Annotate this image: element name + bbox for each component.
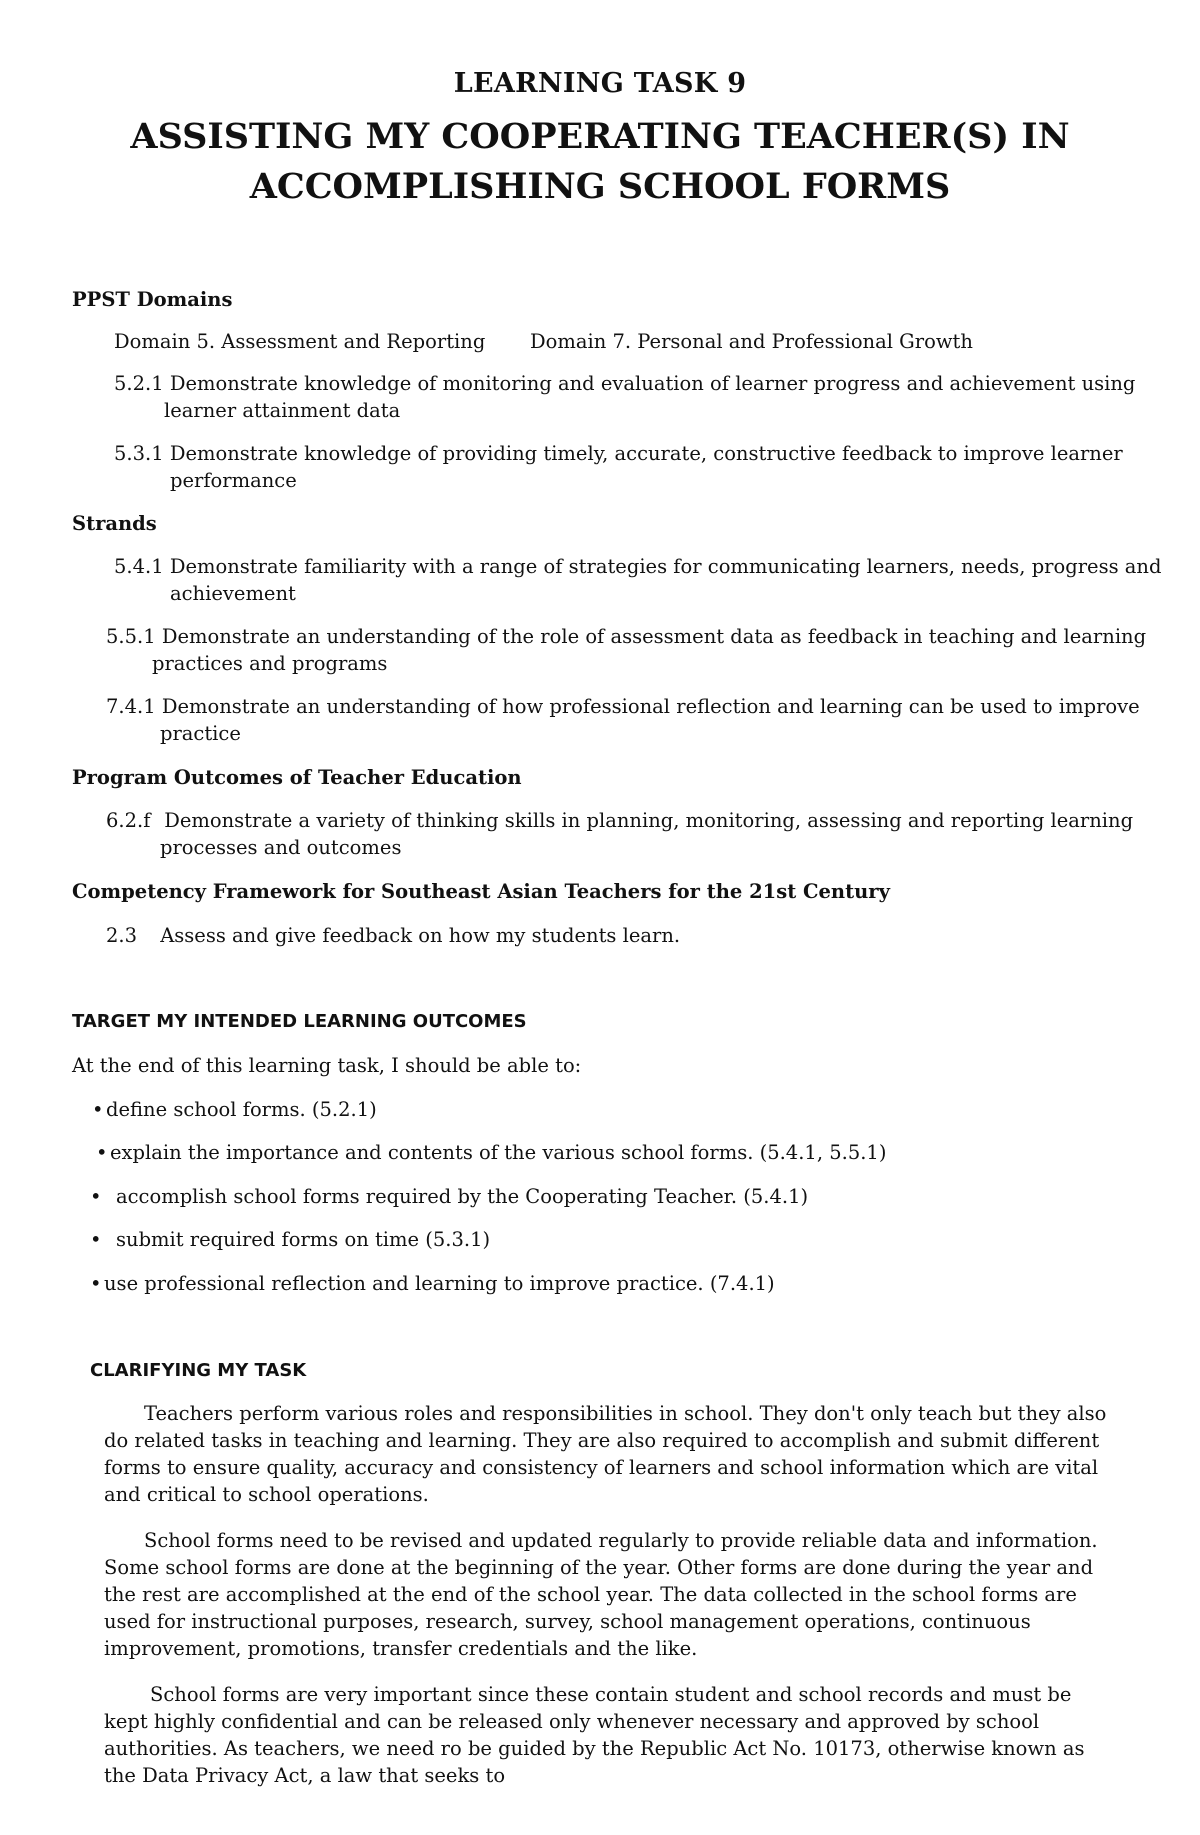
task-subtitle-line1: ASSISTING MY COOPERATING TEACHER(S) IN: [130, 116, 1070, 157]
competency-item-2-3: [106, 922, 680, 949]
item-number: 5.5.1: [106, 625, 156, 648]
outcome-text: explain the importance and contents of the various school forms. (5.4.1, 5.5.1): [110, 1141, 887, 1164]
item-number: 5.2.1: [114, 372, 164, 395]
item-number: 5.3.1: [114, 442, 164, 465]
outcome-item: [90, 1270, 775, 1297]
outcome-text: accomplish school forms required by the Cooperating Teacher. (5.4.1): [116, 1185, 809, 1208]
strand-item-5-5-1-cont: practices and programs: [152, 652, 388, 675]
program-outcome-6-2-f: [106, 807, 1133, 834]
outcome-item: [90, 1183, 808, 1210]
item-text: Demonstrate knowledge of monitoring and evaluation of learner progress and achievement using: [169, 372, 1136, 395]
strand-item-5-5-1: [106, 623, 1146, 650]
clarifying-paragraph-3: School forms are very important since these contain student and school records and must be kept highly confidential and can be released only whenever necessary and approved by school authorities. As teachers, we need ro be guided by the Republic Act No. 10173, otherwise known as the Data Privacy Act, a law that seeks to: [104, 1683, 1085, 1787]
outcome-text: use professional reflection and learning to improve practice. (7.4.1): [104, 1272, 775, 1295]
ppst-domains-heading: PPST Domains: [72, 288, 233, 311]
intended-outcomes-heading: TARGET MY INTENDED LEARNING OUTCOMES: [72, 1011, 527, 1032]
outcome-text: define school forms. (5.2.1): [106, 1098, 377, 1121]
outcome-item: [90, 1226, 490, 1253]
learning-task-title: LEARNING TASK 9: [453, 68, 747, 99]
strand-item-7-4-1: [106, 693, 1140, 720]
outcomes-intro: At the end of this learning task, I should be able to:: [72, 1054, 582, 1077]
item-text: Demonstrate knowledge of providing timely, accurate, constructive feedback to improve learner: [169, 442, 1123, 465]
item-text: Demonstrate an understanding of how professional reflection and learning can be used to improve: [161, 695, 1140, 718]
item-text: Demonstrate a variety of thinking skills in planning, monitoring, assessing and reporting learning: [164, 809, 1134, 832]
ppst-item-5-2-1-cont: learner attainment data: [164, 399, 401, 422]
clarifying-task-heading: CLARIFYING MY TASK: [90, 1360, 307, 1381]
program-outcomes-heading: Program Outcomes of Teacher Education: [72, 766, 522, 789]
competency-framework-heading: Competency Framework for Southeast Asian Teachers for the 21st Century: [72, 880, 890, 903]
item-text: Demonstrate an understanding of the role of assessment data as feedback in teaching and learning: [161, 625, 1147, 648]
ppst-item-5-3-1-cont: performance: [170, 469, 297, 492]
strand-item-7-4-1-cont: practice: [160, 722, 241, 745]
bullet-icon: •: [92, 1098, 104, 1121]
strand-item-5-4-1: [114, 553, 1161, 580]
task-subtitle-line2: ACCOMPLISHING SCHOOL FORMS: [249, 166, 951, 207]
clarifying-paragraph-2: School forms need to be revised and updated regularly to provide reliable data and information. Some school forms are done at the beginning of the year. Other forms are done during the year and the rest are accomplished at the end of the school year. The data collected in the school forms are used for instructional purposes, research, survey, school management operations, continuous improvement, promotions, transfer credentials and the like.: [104, 1529, 1098, 1660]
clarifying-paragraph-1: Teachers perform various roles and responsibilities in school. They don't only teach but they also do related tasks in teaching and learning. They are also required to accomplish and submit different forms to ensure quality, accuracy and consistency of learners and school information which are vital and critical to school operations.: [104, 1402, 1107, 1506]
outcome-item: [92, 1096, 377, 1123]
outcome-text: submit required forms on time (5.3.1): [116, 1228, 491, 1251]
item-number: 5.4.1: [114, 555, 164, 578]
bullet-icon: •: [96, 1141, 108, 1164]
outcome-item: [96, 1139, 886, 1166]
program-outcome-6-2-f-cont: processes and outcomes: [160, 836, 402, 859]
domain-5-label: Domain 5. Assessment and Reporting: [114, 330, 486, 353]
item-number: 7.4.1: [106, 695, 156, 718]
strand-item-5-4-1-cont: achievement: [170, 582, 296, 605]
ppst-item-5-2-1: [114, 370, 1135, 397]
bullet-icon: •: [90, 1228, 102, 1251]
bullet-icon: •: [90, 1272, 102, 1295]
item-number: 6.2.f: [106, 809, 151, 832]
bullet-icon: •: [90, 1185, 102, 1208]
item-text: Assess and give feedback on how my students learn.: [160, 924, 681, 947]
strands-heading: Strands: [72, 512, 157, 535]
ppst-item-5-3-1: [114, 440, 1123, 467]
item-text: Demonstrate familiarity with a range of strategies for communicating learners, needs, progress and: [169, 555, 1162, 578]
item-number: 2.3: [106, 924, 138, 947]
domain-7-label: Domain 7. Personal and Professional Growth: [530, 330, 973, 353]
